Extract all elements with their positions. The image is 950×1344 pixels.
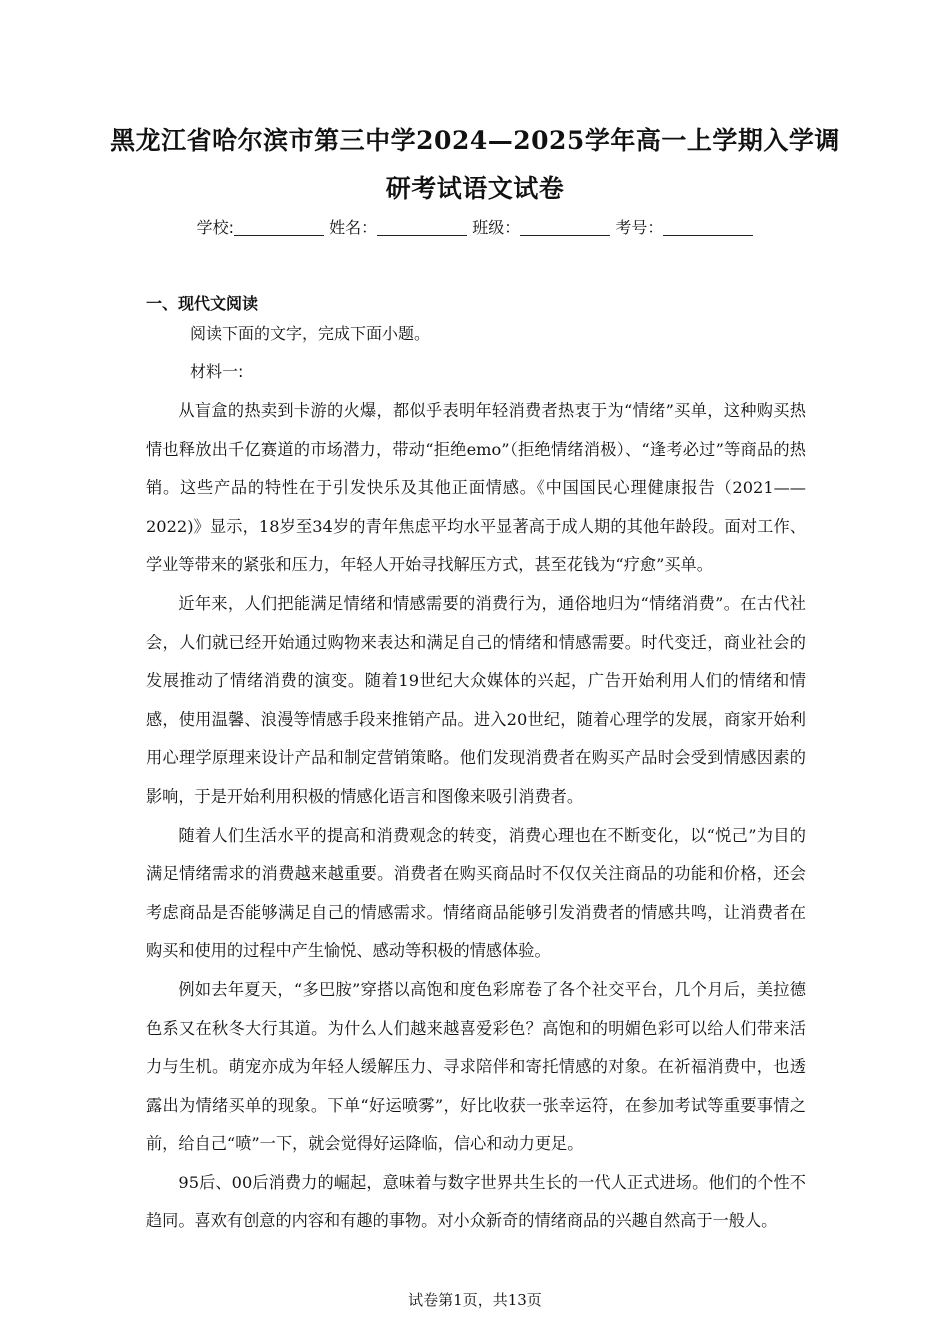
- student-info-line: [0, 217, 950, 239]
- exam-title-line-2: 研考试语文试卷: [385, 174, 565, 203]
- paragraph-2: 近年来，人们把能满足情绪和情感需要的消费行为，通俗地归为“情绪消费”。在古代社会，人们就已经开始通过购物来表达和满足自己的情绪和情感需要。时代变迁，商业社会的发展推动了情绪消费的演变。随着19世纪大众媒体的兴起，广告开始利用人们的情绪和情感，使用温馨、浪漫等情感手段来推销产品。进入20世纪，随着心理学的发展，商家开始利用心理学原理来设计产品和制定营销策略。他们发现消费者在购买产品时会受到情感因素的影响，于是开始利用积极的情感化语言和图像来吸引消费者。: [146, 593, 806, 806]
- paragraph-4: 例如去年夏天，“多巴胺”穿搭以高饱和度色彩席卷了各个社交平台，几个月后，美拉德色系又在秋冬大行其道。为什么人们越来越喜爱彩色？高饱和的明媚色彩可以给人们带来活力与生机。萌宠亦成为年轻人缓解压力、寻求陪伴和寄托情感的对象。在祈福消费中，也透露出为情绪买单的现象。下单“好运喷雾”，好比收获一张幸运符，在参加考试等重要事情之前，给自己“喷”一下，就会觉得好运降临，信心和动力更足。: [146, 979, 806, 1154]
- reading-instruction: 阅读下面的文字，完成下面小题。: [190, 324, 431, 343]
- exam-number-blank: [663, 219, 753, 236]
- school-blank: [234, 219, 324, 236]
- material-label: 材料一:: [190, 362, 244, 381]
- paragraph-1: 从盲盒的热卖到卡游的火爆，都似乎表明年轻消费者热衷于为“情绪”买单，这种购买热情也释放出千亿赛道的市场潜力，带动“拒绝emo”（拒绝情绪消极）、“逢考必过”等商品的热销。这些产品的特性在于引发快乐及其他正面情感。《中国国民心理健康报告（2021——2022)》显示，18岁至34岁的青年焦虑平均水平显著高于成人期的其他年龄段。面对工作、学业等带来的紧张和压力，年轻人开始寻找解压方式，甚至花钱为“疗愈”买单。: [146, 401, 806, 575]
- exam-title-line-1: 黑龙江省哈尔滨市第三中学2024—2025学年高一上学期入学调: [110, 126, 840, 155]
- material-body: [146, 392, 806, 1241]
- class-label: 班级：: [472, 218, 521, 237]
- section-heading: 一、现代文阅读: [146, 294, 259, 313]
- school-label: 学校:: [196, 218, 235, 237]
- name-label: 姓名：: [329, 218, 378, 237]
- page-footer: 试卷第1页，共13页: [408, 1291, 542, 1309]
- paragraph-3: 随着人们生活水平的提高和消费观念的转变，消费心理也在不断变化，以“悦己”为目的满足情绪需求的消费越来越重要。消费者在购买商品时不仅仅关注商品的功能和价格，还会考虑商品是否能够满足自己的情感需求。情绪商品能够引发消费者的情感共鸣，让消费者在购买和使用的过程中产生愉悦、感动等积极的情感体验。: [146, 825, 806, 961]
- paragraph-5: 95后、00后消费力的崛起，意味着与数字世界共生长的一代人正式进场。他们的个性不趋同。喜欢有创意的内容和有趣的事物。对小众新奇的情绪商品的兴趣自然高于一般人。: [146, 1172, 806, 1231]
- class-blank: [520, 219, 610, 236]
- name-blank: [377, 219, 467, 236]
- exam-number-label: 考号：: [615, 218, 664, 237]
